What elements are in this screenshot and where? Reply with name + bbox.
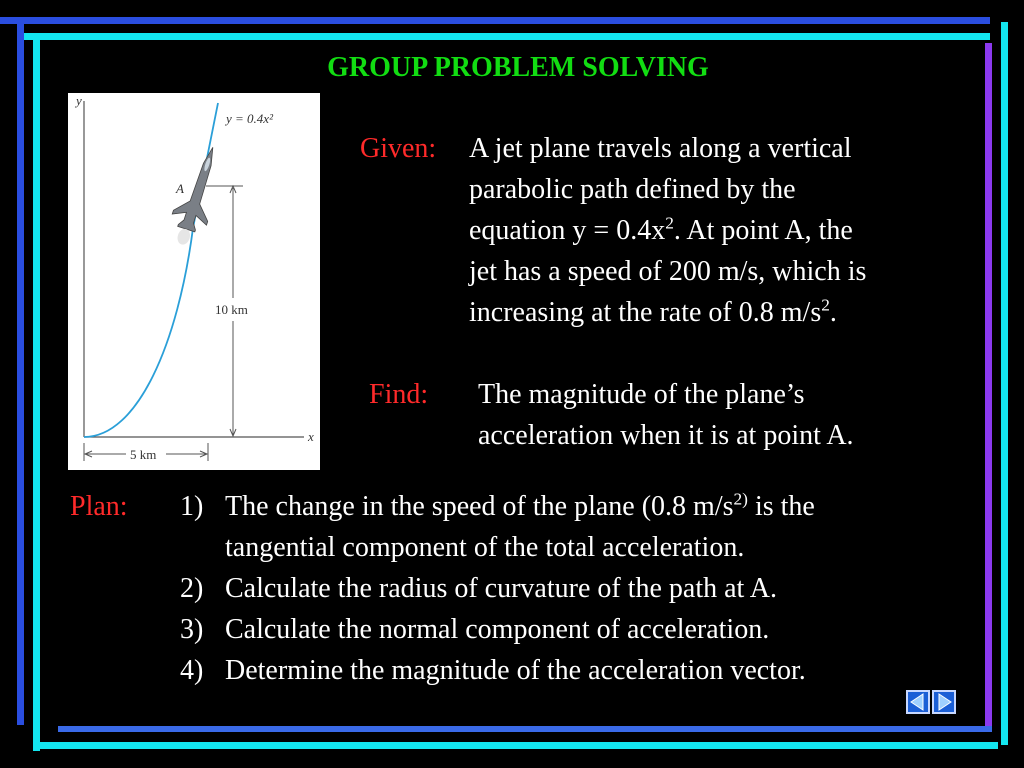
y-axis-label: y xyxy=(76,93,82,108)
plan-label: Plan: xyxy=(70,491,128,522)
given-text xyxy=(469,128,989,333)
plan-item-1-text-a: The change in the speed of the plane (0.8 $m/s^{2)}$ is the xyxy=(225,489,815,522)
given-line-5a: increasing at the rate of 0.8 m/s xyxy=(469,297,822,328)
frame-right-outer xyxy=(1001,22,1008,745)
given-label: Given: xyxy=(360,133,437,164)
equation-label: y = 0.4x² xyxy=(226,111,273,126)
given-line-5 xyxy=(469,292,989,333)
given-sup-2: 2 xyxy=(821,295,830,315)
plan-item-3-text: Calculate the normal component of acceleration. xyxy=(225,614,770,645)
plan-item-1-sup: 2) xyxy=(733,489,748,509)
frame-top-outer xyxy=(0,17,990,24)
plan-item-2-text: Calculate the radius of curvature of the path at A. xyxy=(225,573,778,604)
find-line-1: The magnitude of the plane’s xyxy=(478,379,805,410)
plan-item-1-text-c: tangential component of the total acceleration. xyxy=(225,532,745,563)
given-line-3b: . At point A, the xyxy=(673,215,853,246)
previous-slide-icon xyxy=(908,692,928,712)
slide-title: GROUP PROBLEM SOLVING xyxy=(327,52,709,83)
plan-item-3-number: 3) xyxy=(180,614,204,645)
frame-left-outer xyxy=(17,17,24,725)
plan-item-2-number: 2) xyxy=(180,573,204,604)
plan-item-4-number: 4) xyxy=(180,655,204,686)
parabola-curve xyxy=(84,103,218,437)
given-line-5b: . xyxy=(829,297,837,328)
given-sup-1: 2 xyxy=(665,213,674,233)
find-line-2: acceleration when it is at point A. xyxy=(478,420,854,451)
jet-plane-icon xyxy=(164,142,230,250)
figure-drawing xyxy=(68,93,320,470)
plan-item-3 xyxy=(180,609,970,650)
x-axis-label: x xyxy=(308,429,314,444)
given-line-1: A jet plane travels along a vertical xyxy=(469,133,852,164)
height-label: 10 km xyxy=(215,302,248,317)
given-line-2: parabolic path defined by the xyxy=(469,174,796,205)
previous-slide-button[interactable] xyxy=(906,690,930,714)
plan-item-4 xyxy=(180,650,970,691)
plan-item-1-number: 1) xyxy=(180,491,204,522)
parabola-figure xyxy=(68,93,320,470)
given-line-3a: equation y = 0.4x xyxy=(469,215,666,246)
plan-item-4-text: Determine the magnitude of the acceleration vector. xyxy=(225,655,806,686)
find-label: Find: xyxy=(369,379,429,410)
next-slide-icon xyxy=(934,692,954,712)
frame-top-inner xyxy=(18,33,990,40)
next-slide-button[interactable] xyxy=(932,690,956,714)
frame-bottom-inner xyxy=(58,726,992,732)
plan-item-1 xyxy=(180,486,970,568)
point-a-label: A xyxy=(176,181,184,196)
find-text xyxy=(478,374,978,456)
given-line-4: jet has a speed of 200 m/s, which is xyxy=(469,256,867,287)
frame-left-inner xyxy=(33,33,40,751)
width-label: 5 km xyxy=(130,447,157,462)
plan-item-2 xyxy=(180,568,970,609)
given-line-3 xyxy=(469,210,989,251)
frame-bottom-outer xyxy=(40,742,998,749)
